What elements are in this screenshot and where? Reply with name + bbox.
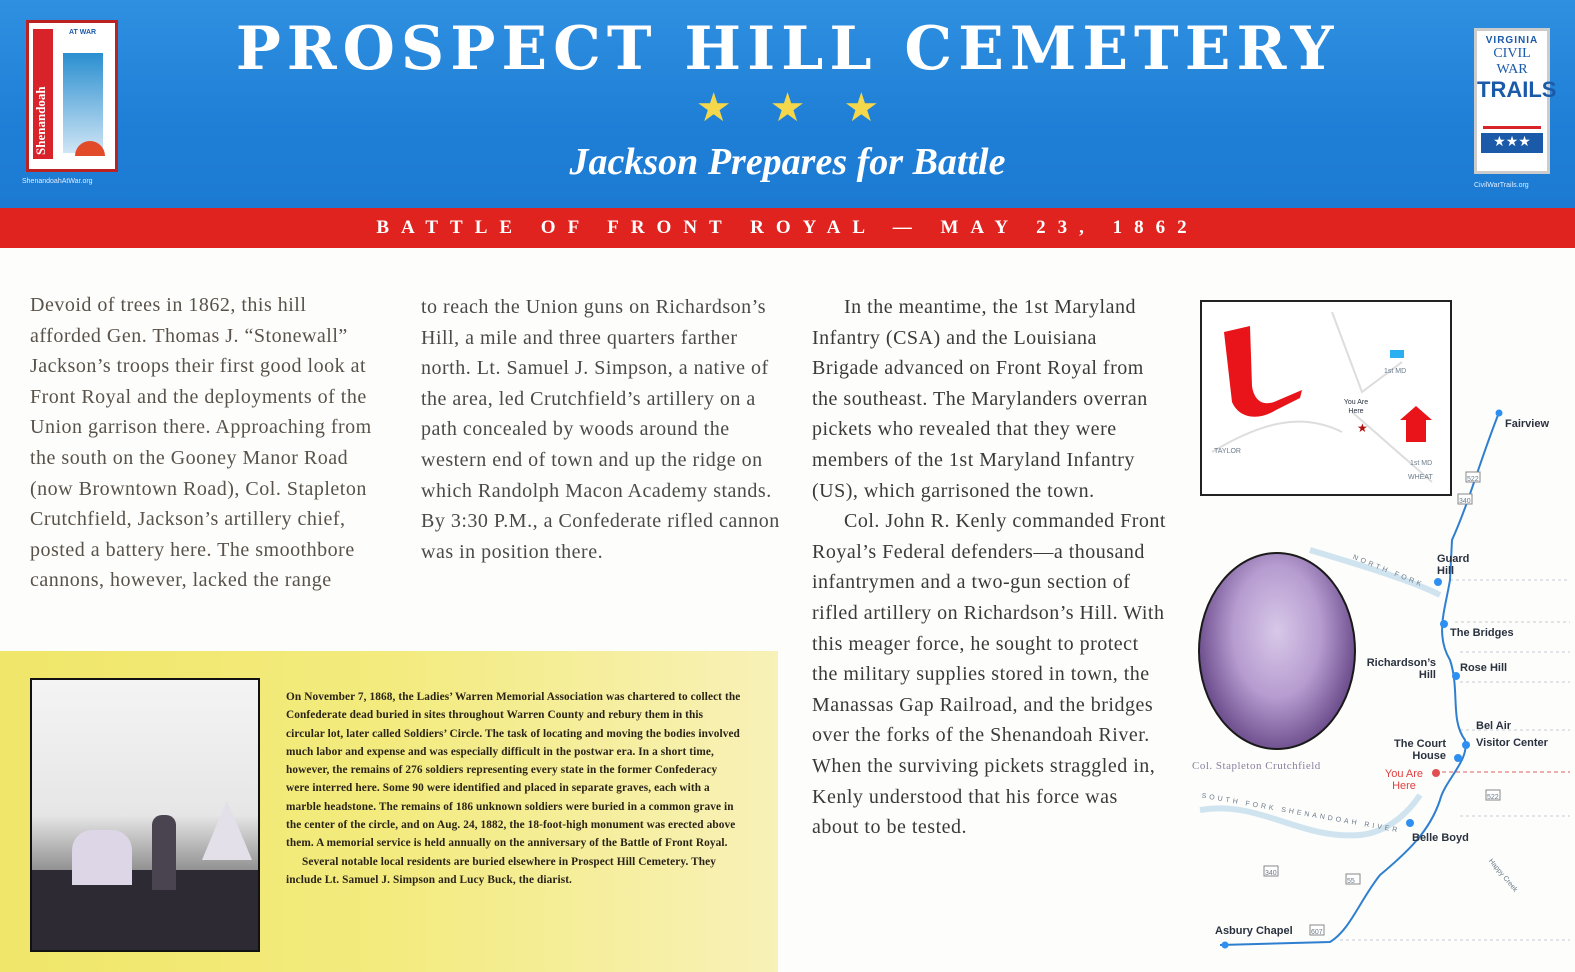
panel-paragraph: Several notable local residents are buried elsewhere in Prospect Hill Cemetery. They include Lt. Samuel J. Simpson and Lucy Buck, the diarist. — [286, 855, 716, 886]
civil-war-trails-logo — [1474, 28, 1557, 174]
map-label-richardsons-hill: Richardson’s Hill — [1366, 657, 1436, 681]
body-column-1 — [30, 290, 382, 596]
logo-stars: ★★★ — [1481, 133, 1543, 153]
logo-line2: TRAILS — [1477, 77, 1557, 102]
battle-banner-text: BATTLE OF FRONT ROYAL — MAY 23, 1862 — [376, 217, 1199, 238]
map-river-south-fork: SOUTH FORK SHENANDOAH RIVER — [1201, 792, 1401, 835]
inset-label-1st-md: 1st MD — [1384, 368, 1407, 375]
battle-banner — [0, 208, 1575, 248]
logo-state: VIRGINIA — [1485, 35, 1539, 46]
body-paragraph: Col. John R. Kenly commanded Front Royal’s Federal defenders—a thousand infantrymen and a two-gun section of rifled artillery on Richardson’s Hill. With this meager force, he sought to protect the military supplies stored in town, the Manassas Gap Railroad, and the bridges over the forks of the Shenandoah River. When the surviving pickets straggled in, Kenly understood that his force was about to be tested. — [812, 510, 1166, 839]
bugle-icon — [1483, 106, 1541, 129]
body-column-2 — [421, 292, 781, 567]
photo-crowd — [72, 830, 132, 885]
logo-line1: CIVIL WAR — [1493, 46, 1531, 77]
header-band — [0, 0, 1575, 208]
logo-vertical-text: Shenandoah — [33, 86, 48, 155]
sidebar-panel-text — [286, 688, 741, 889]
route-shield-607: 607 — [1311, 929, 1323, 936]
page-title: PROSPECT HILL CEMETERY — [235, 14, 1340, 84]
map-label-the-bridges: The Bridges — [1450, 627, 1514, 639]
left-logo-url: ShenandoahAtWar.org — [22, 178, 93, 185]
logo-top-text: AT WAR — [69, 29, 97, 36]
map-you-are-here: You Are Here — [1384, 768, 1424, 792]
route-shield-55: 55 — [1347, 878, 1355, 885]
inset-label-wheat: WHEAT — [1408, 474, 1433, 481]
route-shield-522-south: 522 — [1487, 794, 1499, 801]
map-creek-happy: Happy Creek — [1486, 857, 1519, 894]
right-logo-url: CivilWarTrails.org — [1474, 182, 1529, 189]
map-label-bel-air: Bel Air — [1476, 720, 1512, 732]
title-stars: ★★★ — [695, 85, 918, 130]
photo-ground — [32, 870, 260, 952]
portrait-caption: Col. Stapleton Crutchfield — [1192, 760, 1321, 772]
inset-map — [1200, 300, 1452, 496]
map-label-belle-boyd: Belle Boyd — [1412, 832, 1469, 844]
panel-paragraph: On November 7, 1868, the Ladies’ Warren Memorial Association was chartered to collect the Confederate dead buried in sites throughout Warren County and rebury them in this circular lot, later called Soldiers’ Circle. The task of locating and moving the bodies involved much labor and expense and was especially difficult in the postwar era. In a short time, however, the remains of 276 soldiers representing every state in the former Confederacy were interred here. Some 90 were identified and placed in separate graves, each with a marble headstone. The remains of 186 unknown soldiers were buried in a common grave in the center of the circle, and on Aug. 24, 1882, the 18-foot-high monument was erected above them. A memorial service is held annually on the anniversary of the Battle of Front Royal. — [286, 691, 741, 850]
inset-label-taylor: TAYLOR — [1214, 448, 1241, 455]
route-shield-340: 340 — [1459, 498, 1471, 505]
body-paragraph: to reach the Union guns on Richardson’s Hill, a mile and three quarters farther north. Lt. Samuel J. Simpson, a native of the area, led Crutchfield’s artillery on a path concealed by woods around the western end of town and up the ridge on which Randolph Macon Academy stands. By 3:30 P.M., a Confederate rifled cannon was in position there. — [421, 296, 780, 563]
page-subtitle: Jackson Prepares for Battle — [569, 141, 1006, 183]
portrait-crutchfield — [1198, 552, 1356, 750]
map-label-rose-hill: Rose Hill — [1460, 662, 1508, 674]
route-shield-522: 522 — [1467, 476, 1479, 483]
map-label-court-house: The Court House — [1394, 738, 1446, 762]
you-are-here-star: ★ — [1357, 421, 1368, 435]
historic-photo — [30, 678, 260, 952]
body-paragraph: Devoid of trees in 1862, this hill afforded Gen. Thomas J. “Stonewall” Jackson’s troops their first good look at Front Royal and the deployments of the Union garrison there. Approaching from the south on the Gooney Manor Road (now Browntown Road), Col. Stapleton Crutchfield, Jackson’s artillery chief, posted a battery here. The smoothbore cannons, however, lacked the range — [30, 294, 372, 592]
map-label-guard-hill: Guard Hill — [1437, 553, 1470, 577]
map-river-north-fork: NORTH FORK — [1351, 554, 1425, 590]
photo-figure — [152, 815, 176, 890]
inset-label-1st-md-2: 1st MD — [1410, 460, 1433, 467]
route-shield-340-south: 340 — [1265, 870, 1277, 877]
body-column-3 — [812, 292, 1167, 843]
map-label-visitor-center: Visitor Center — [1476, 737, 1548, 749]
body-paragraph: In the meantime, the 1st Maryland Infantry (CSA) and the Louisiana Brigade advanced on Front Royal from the southeast. The Marylanders overran pickets who revealed that they were members of the 1st Maryland Infantry (US), which garrisoned the town. — [812, 296, 1148, 502]
inset-you-are-here: You Are Here — [1343, 399, 1369, 415]
map-label-fairview: Fairview — [1505, 418, 1550, 430]
map-label-asbury-chapel: Asbury Chapel — [1215, 925, 1293, 937]
photo-tent — [202, 800, 252, 860]
